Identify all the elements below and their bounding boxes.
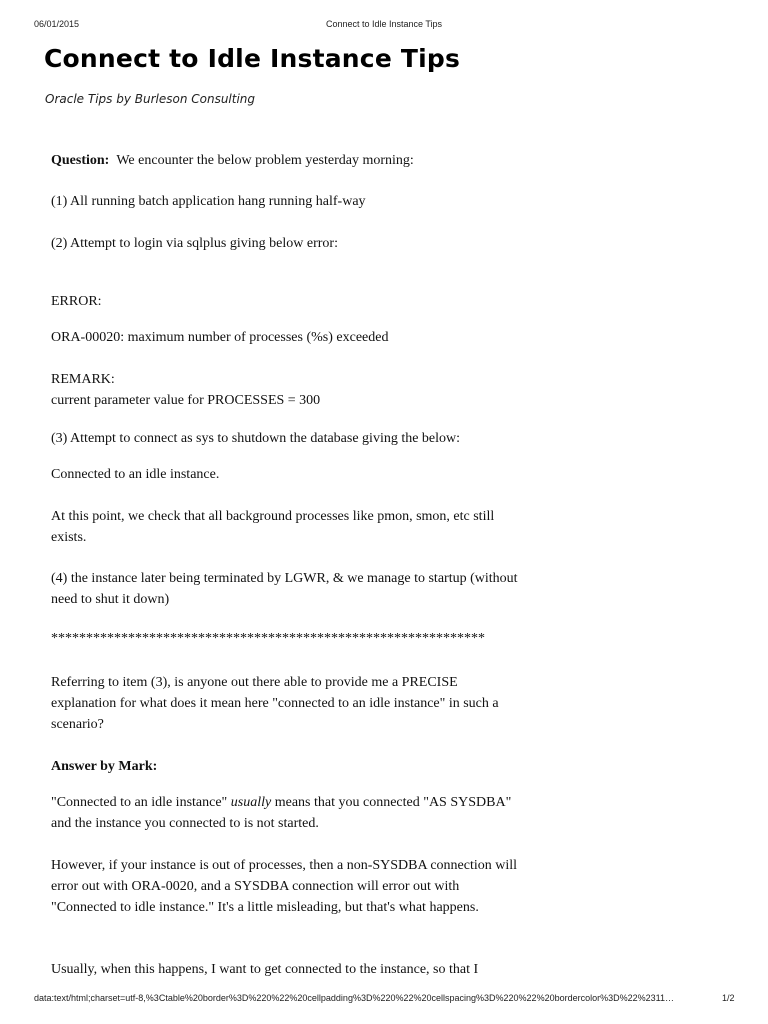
answer-paragraph-1 bbox=[51, 792, 521, 834]
item-2: (2) Attempt to login via sqlplus giving below error: bbox=[51, 236, 338, 251]
check-paragraph: At this point, we check that all background processes like pmon, smon, etc still exists. bbox=[51, 509, 495, 545]
question-paragraph bbox=[51, 150, 531, 171]
print-date: 06/01/2015 bbox=[34, 19, 80, 29]
followup-paragraph: Referring to item (3), is anyone out there able to provide me a PRECISE explanation for what does it mean here "connected to an idle instance" in such a scenario? bbox=[51, 675, 499, 732]
idle-instance-message: Connected to an idle instance. bbox=[51, 467, 220, 482]
answer-label-paragraph bbox=[51, 756, 531, 777]
remark-text: current parameter value for PROCESSES = 300 bbox=[51, 393, 321, 408]
remark-label: REMARK: bbox=[51, 372, 115, 387]
item-4: (4) the instance later being terminated by LGWR, & we manage to startup (without need to shut it down) bbox=[51, 571, 518, 607]
print-header bbox=[0, 19, 768, 33]
item-3: (3) Attempt to connect as sys to shutdown the database giving the below: bbox=[51, 431, 461, 446]
answer1-emphasis: usually bbox=[230, 795, 272, 810]
answer1-pre: "Connected to an idle instance" bbox=[51, 795, 231, 810]
error-label: ERROR: bbox=[51, 294, 102, 309]
answer1-post: means that you connected "AS SYSDBA" and the instance you connected to is not started. bbox=[51, 795, 512, 831]
page-subtitle: Oracle Tips by Burleson Consulting bbox=[45, 92, 256, 106]
answer-label: Answer by Mark: bbox=[51, 759, 158, 774]
error-text: ORA-00020: maximum number of processes (%s) exceeded bbox=[51, 330, 389, 345]
question-label: Question: bbox=[51, 153, 110, 168]
answer-paragraph-3: Usually, when this happens, I want to get connected to the instance, so that I bbox=[51, 962, 479, 977]
print-page-title: Connect to Idle Instance Tips bbox=[325, 19, 443, 29]
page-title: Connect to Idle Instance Tips bbox=[44, 44, 461, 73]
answer-paragraph-2: However, if your instance is out of processes, then a non-SYSDBA connection will error out with ORA-0020, and a SYSDBA connection will error out with "Connected to idle instance." It's a little misleading, but that's what happens. bbox=[51, 858, 518, 915]
page-number: 1/2 bbox=[722, 993, 735, 1003]
print-url: data:text/html;charset=utf-8,%3Ctable%20border%3D%220%22%20cellpadding%3D%220%22%20cellspacing%3D%220%22%20bordercolor%3D%22%2311… bbox=[34, 993, 674, 1003]
question-intro: We encounter the below problem yesterday morning: bbox=[116, 153, 414, 168]
item-1: (1) All running batch application hang running half-way bbox=[51, 194, 366, 209]
separator-line: ************************************************************** bbox=[51, 631, 485, 646]
